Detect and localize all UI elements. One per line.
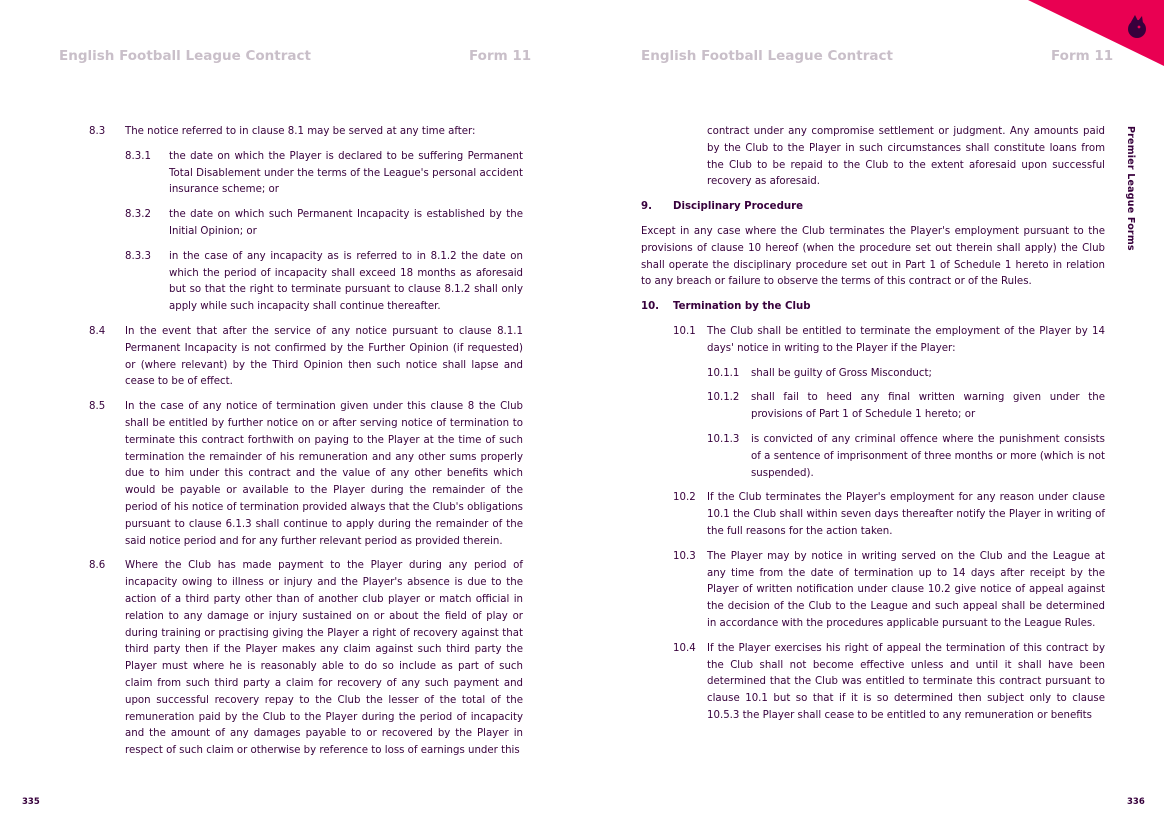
clause-number: 10.1.2: [707, 392, 740, 404]
page-number-right: 336: [1127, 797, 1145, 807]
clause-number: 10.4: [673, 642, 696, 654]
clause-10-1-3: [641, 432, 1105, 482]
section-10-heading: [641, 299, 1105, 316]
section-title: Disciplinary Procedure: [673, 201, 804, 213]
clause-number: 10.1.1: [707, 367, 740, 379]
clause-number: 10.3: [673, 550, 696, 562]
side-label: Premier League Forms: [1125, 126, 1136, 251]
clause-8-6: [89, 558, 523, 760]
clause-text: In the event that after the service of any notice pursuant to clause 8.1.1 Permanent Incapacity is not confirmed by the Further Opinion (if requested) or (where relevant) by the Third Opinion then such notice shall lapse and cease to be of effect.: [125, 325, 523, 388]
clause-number: 8.3: [89, 126, 106, 137]
clause-8-5: [89, 399, 523, 550]
clause-text: shall be guilty of Gross Misconduct;: [751, 367, 932, 379]
clause-10-3: [641, 549, 1105, 633]
clause-number: 8.3.3: [125, 250, 151, 262]
clause-number: 10.1: [673, 325, 696, 337]
clause-8-3: [89, 124, 523, 141]
clause-number: 8.5: [89, 401, 106, 413]
clause-text: The notice referred to in clause 8.1 may be served at any time after:: [125, 126, 476, 137]
left-header-title: English Football League Contract: [59, 48, 311, 64]
section-title: Termination by the Club: [673, 301, 811, 313]
section-number: 9.: [641, 201, 652, 213]
clause-text: in the case of any incapacity as is referred to in 8.1.2 the date on which the period of incapacity shall exceed 18 months as aforesaid but so that the right to terminate pursuant to clause 8.1.2 shall only apply while such incapacity shall continue thereafter.: [169, 250, 523, 313]
continuation-text: contract under any compromise settlement or judgment. Any amounts paid by the Club to the Player in such circumstances shall constitute loans from the Club to be repaid to the Club to the extent aforesaid upon successful recovery as aforesaid.: [707, 126, 1105, 188]
clause-text: the date on which the Player is declared to be suffering Permanent Total Disablement under the terms of the League's personal accident insurance scheme; or: [169, 150, 523, 196]
clause-10-1: [641, 324, 1105, 358]
clause-text: is convicted of any criminal offence where the punishment consists of a sentence of imprisonment of three months or more (which is not suspended).: [751, 433, 1105, 479]
section-number: 10.: [641, 301, 660, 313]
clause-number: 10.1.3: [707, 433, 740, 445]
clause-number: 8.4: [89, 325, 106, 337]
clause-text: If the Player exercises his right of appeal the termination of this contract by the Club shall not become effective unless and until it shall have been determined that the Club was entitled to terminate this contract pursuant to clause 10.1 but so that if it is so determined then subject only to clause 10.5.3 the Player shall cease to be entitled to any remuneration or benefits: [707, 642, 1105, 721]
clause-10-1-2: [641, 390, 1105, 424]
clause-number: 8.6: [89, 560, 106, 572]
clause-text: Where the Club has made payment to the Player during any period of incapacity owing to illness or injury and the Player's absence is due to the action of a third party other than of another club player or match official in relation to any damage or injury sustained on or about the field of play or during training or practising giving the Player a right of recovery against that third party then if the Player makes any claim against such third party the Player must where he is reasonably able to do so include as part of such claim from such third party a claim for recovery of any such payment and upon successful recovery repay to the Club the lesser of the total of the remuneration paid by the Club to the Player during the period of incapacity and the amount of any damages payable to or recovered by the Player in respect of such claim or otherwise by reference to loss of earnings under this: [125, 560, 523, 757]
left-page-body: [89, 124, 523, 768]
corner-accent: [1014, 0, 1164, 70]
right-header-title: English Football League Contract: [641, 48, 893, 64]
right-page-body: [641, 124, 1105, 733]
page-number-left: 335: [22, 797, 40, 807]
section-9-heading: [641, 199, 1105, 216]
clause-text: In the case of any notice of termination given under this clause 8 the Club shall be entitled by further notice on or after serving notice of termination to terminate this contract forthwith on paying to the Player at the time of such termination the remainder of his remuneration and any other sums properly due to him under this contract and the value of any other benefits which would be payable or available to the Player during the remainder of the period of his notice of termination provided always that the Club's obligations pursuant to clause 6.1.3 shall continue to apply during the remainder of the said notice period and for any further relevant period as provided therein.: [125, 401, 523, 547]
clause-text: the date on which such Permanent Incapacity is established by the Initial Opinion; or: [169, 209, 523, 237]
clause-number: 8.3.1: [125, 150, 151, 162]
clause-text: The Player may by notice in writing served on the Club and the League at any time from the date of termination up to 14 days after receipt by the Player of written notification under clause 10.2 give notice of appeal against the decision of the Club to the League and such appeal shall be determined in accordance with the procedures applicable pursuant to the League Rules.: [707, 550, 1105, 629]
clause-number: 8.3.2: [125, 209, 151, 221]
clause-text: shall fail to heed any final written warning given under the provisions of Part 1 of Schedule 1 hereto; or: [751, 392, 1105, 421]
clause-10-1-1: [641, 366, 1105, 383]
right-header-form: Form 11: [1051, 48, 1114, 64]
clause-number: 10.2: [673, 492, 696, 504]
left-header-form: Form 11: [469, 48, 532, 64]
clause-text: The Club shall be entitled to terminate the employment of the Player by 14 days' notice in writing to the Player if the Player:: [707, 325, 1105, 354]
clause-text: If the Club terminates the Player's employment for any reason under clause 10.1 the Club shall within seven days thereafter notify the Player in writing of the full reasons for the action taken.: [707, 492, 1105, 537]
clause-10-4: [641, 641, 1105, 725]
clause-8-3-1: [89, 149, 523, 199]
clause-10-2: [641, 490, 1105, 540]
clause-8-3-3: [89, 249, 523, 316]
clause-8-3-2: [89, 207, 523, 241]
section-9-text: Except in any case where the Club terminates the Player's employment pursuant to the provisions of clause 10 hereof (when the procedure set out therein shall apply) the Club shall operate the disciplinary procedure set out in Part 1 of Schedule 1 hereto in relation to any breach or failure to observe the terms of this contract or of the Rules.: [641, 225, 1105, 288]
clause-8-4: [89, 324, 523, 391]
